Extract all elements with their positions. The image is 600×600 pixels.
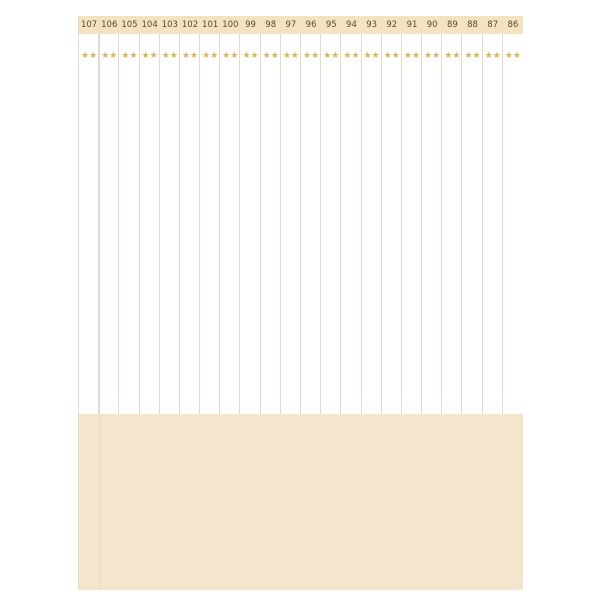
proverb-example bbox=[342, 418, 362, 586]
proverb-meaning bbox=[80, 230, 100, 410]
rating-stars: ★★ bbox=[444, 51, 461, 61]
proverb-example bbox=[201, 418, 221, 586]
rating-stars: ★★ bbox=[222, 51, 239, 61]
proverb-entry bbox=[381, 16, 402, 590]
proverb-meaning bbox=[181, 230, 201, 410]
proverb-meaning bbox=[262, 230, 282, 410]
proverb-title bbox=[343, 74, 361, 224]
rating-stars: ★★ bbox=[383, 51, 400, 61]
proverb-meaning bbox=[322, 230, 342, 410]
rating-stars: ★★ bbox=[403, 51, 421, 61]
entry-number: 103 bbox=[160, 16, 180, 34]
proverb-entry bbox=[401, 16, 422, 590]
proverb-title bbox=[142, 74, 160, 224]
proverb-entry bbox=[179, 16, 200, 590]
proverb-title bbox=[364, 74, 382, 224]
proverb-example bbox=[100, 418, 120, 586]
proverb-entry bbox=[482, 16, 503, 590]
rating-stars: ★★ bbox=[101, 51, 118, 61]
proverb-entry bbox=[219, 16, 240, 590]
proverb-entry bbox=[441, 16, 462, 590]
proverb-title bbox=[404, 74, 422, 224]
rating-stars: ★★ bbox=[161, 51, 178, 61]
proverb-example bbox=[141, 418, 161, 586]
proverb-example bbox=[463, 418, 483, 586]
proverb-meaning bbox=[161, 230, 181, 410]
proverb-entry bbox=[461, 16, 482, 590]
proverb-meaning bbox=[342, 230, 362, 410]
proverb-example bbox=[363, 418, 383, 586]
entry-number: 97 bbox=[281, 16, 301, 34]
entry-number: 104 bbox=[140, 16, 160, 34]
rating-stars: ★★ bbox=[141, 51, 158, 61]
proverb-columns bbox=[78, 16, 522, 590]
proverb-entry bbox=[421, 16, 442, 590]
entry-number: 105 bbox=[119, 16, 139, 34]
proverb-entry bbox=[361, 16, 382, 590]
proverb-example bbox=[423, 418, 443, 586]
proverb-meaning bbox=[463, 230, 483, 410]
proverb-example bbox=[161, 418, 181, 586]
proverb-example bbox=[403, 418, 423, 586]
proverb-entry bbox=[139, 16, 160, 590]
proverb-example bbox=[282, 418, 302, 586]
proverb-meaning bbox=[403, 230, 423, 410]
entry-number: 89 bbox=[442, 16, 462, 34]
proverb-title bbox=[384, 74, 402, 224]
rating-stars: ★★ bbox=[303, 51, 320, 61]
proverb-meaning bbox=[443, 230, 463, 410]
rating-stars: ★★ bbox=[464, 51, 481, 61]
entry-number: 91 bbox=[402, 16, 422, 34]
proverb-meaning bbox=[241, 230, 261, 410]
proverb-entry bbox=[118, 16, 139, 590]
proverb-meaning bbox=[383, 230, 403, 410]
rating-stars: ★★ bbox=[181, 51, 199, 61]
entry-number: 106 bbox=[99, 16, 119, 34]
rating-stars: ★★ bbox=[81, 51, 98, 61]
rating-stars: ★★ bbox=[504, 51, 521, 61]
proverb-entry bbox=[502, 16, 523, 590]
proverb-title bbox=[242, 74, 260, 224]
proverb-title bbox=[121, 74, 139, 224]
proverb-title bbox=[444, 74, 462, 224]
proverb-meaning bbox=[141, 230, 161, 410]
entry-number: 92 bbox=[382, 16, 402, 34]
rating-stars: ★★ bbox=[262, 51, 279, 61]
proverb-meaning bbox=[282, 230, 302, 410]
proverb-entry bbox=[98, 16, 119, 590]
entry-number: 95 bbox=[321, 16, 341, 34]
rating-stars: ★★ bbox=[323, 51, 340, 61]
rating-stars: ★★ bbox=[121, 51, 138, 61]
proverb-example bbox=[504, 418, 524, 586]
proverb-meaning bbox=[221, 230, 241, 410]
proverb-entry bbox=[340, 16, 361, 590]
proverb-title bbox=[182, 74, 200, 224]
proverb-title bbox=[283, 74, 301, 224]
proverb-meaning bbox=[201, 230, 221, 410]
proverb-entry bbox=[159, 16, 180, 590]
rating-stars: ★★ bbox=[202, 51, 219, 61]
entry-number: 101 bbox=[200, 16, 220, 34]
entry-number: 88 bbox=[462, 16, 482, 34]
entry-number: 90 bbox=[422, 16, 442, 34]
proverb-meaning bbox=[302, 230, 322, 410]
proverb-title bbox=[263, 74, 281, 224]
proverb-meaning bbox=[484, 230, 504, 410]
proverb-example bbox=[484, 418, 504, 586]
proverb-entry bbox=[239, 16, 260, 590]
proverb-example bbox=[262, 418, 282, 586]
proverb-example bbox=[302, 418, 322, 586]
proverb-title bbox=[202, 74, 220, 224]
entry-number: 100 bbox=[220, 16, 240, 34]
rating-stars: ★★ bbox=[242, 51, 259, 61]
entry-number: 93 bbox=[362, 16, 382, 34]
proverb-meaning bbox=[504, 230, 524, 410]
proverb-meaning bbox=[423, 230, 443, 410]
proverb-entry bbox=[280, 16, 301, 590]
entry-number: 102 bbox=[180, 16, 200, 34]
proverb-title bbox=[222, 74, 240, 224]
proverb-example bbox=[443, 418, 463, 586]
proverb-meaning bbox=[363, 230, 383, 410]
proverb-title bbox=[101, 74, 119, 224]
proverb-example bbox=[120, 418, 140, 586]
proverb-entry bbox=[260, 16, 281, 590]
proverb-example bbox=[322, 418, 342, 586]
rating-stars: ★★ bbox=[282, 51, 299, 61]
rating-stars: ★★ bbox=[343, 51, 360, 61]
proverb-title bbox=[464, 74, 482, 224]
proverb-title bbox=[162, 74, 180, 224]
proverb-title bbox=[81, 74, 99, 224]
entry-number: 99 bbox=[240, 16, 260, 34]
proverb-example bbox=[383, 418, 403, 586]
entry-number: 98 bbox=[261, 16, 281, 34]
proverb-title bbox=[485, 74, 503, 224]
proverb-entry bbox=[320, 16, 341, 590]
proverb-title bbox=[323, 74, 341, 224]
proverb-entry bbox=[78, 16, 100, 590]
proverb-meaning bbox=[100, 230, 120, 410]
entry-number: 94 bbox=[341, 16, 361, 34]
entry-number: 96 bbox=[301, 16, 321, 34]
rating-stars: ★★ bbox=[363, 51, 380, 61]
proverb-title bbox=[505, 74, 523, 224]
proverb-example bbox=[80, 418, 100, 586]
proverb-entry bbox=[199, 16, 220, 590]
rating-stars: ★★ bbox=[484, 51, 501, 61]
entry-number: 107 bbox=[79, 16, 99, 34]
proverb-entry bbox=[300, 16, 321, 590]
proverb-example bbox=[181, 418, 201, 586]
entry-number: 86 bbox=[503, 16, 523, 34]
entry-number: 87 bbox=[483, 16, 503, 34]
proverb-example bbox=[221, 418, 241, 586]
proverb-title bbox=[303, 74, 321, 224]
proverb-title bbox=[424, 74, 442, 224]
rating-stars: ★★ bbox=[424, 51, 441, 61]
proverb-example bbox=[241, 418, 261, 586]
proverb-meaning bbox=[120, 230, 140, 410]
